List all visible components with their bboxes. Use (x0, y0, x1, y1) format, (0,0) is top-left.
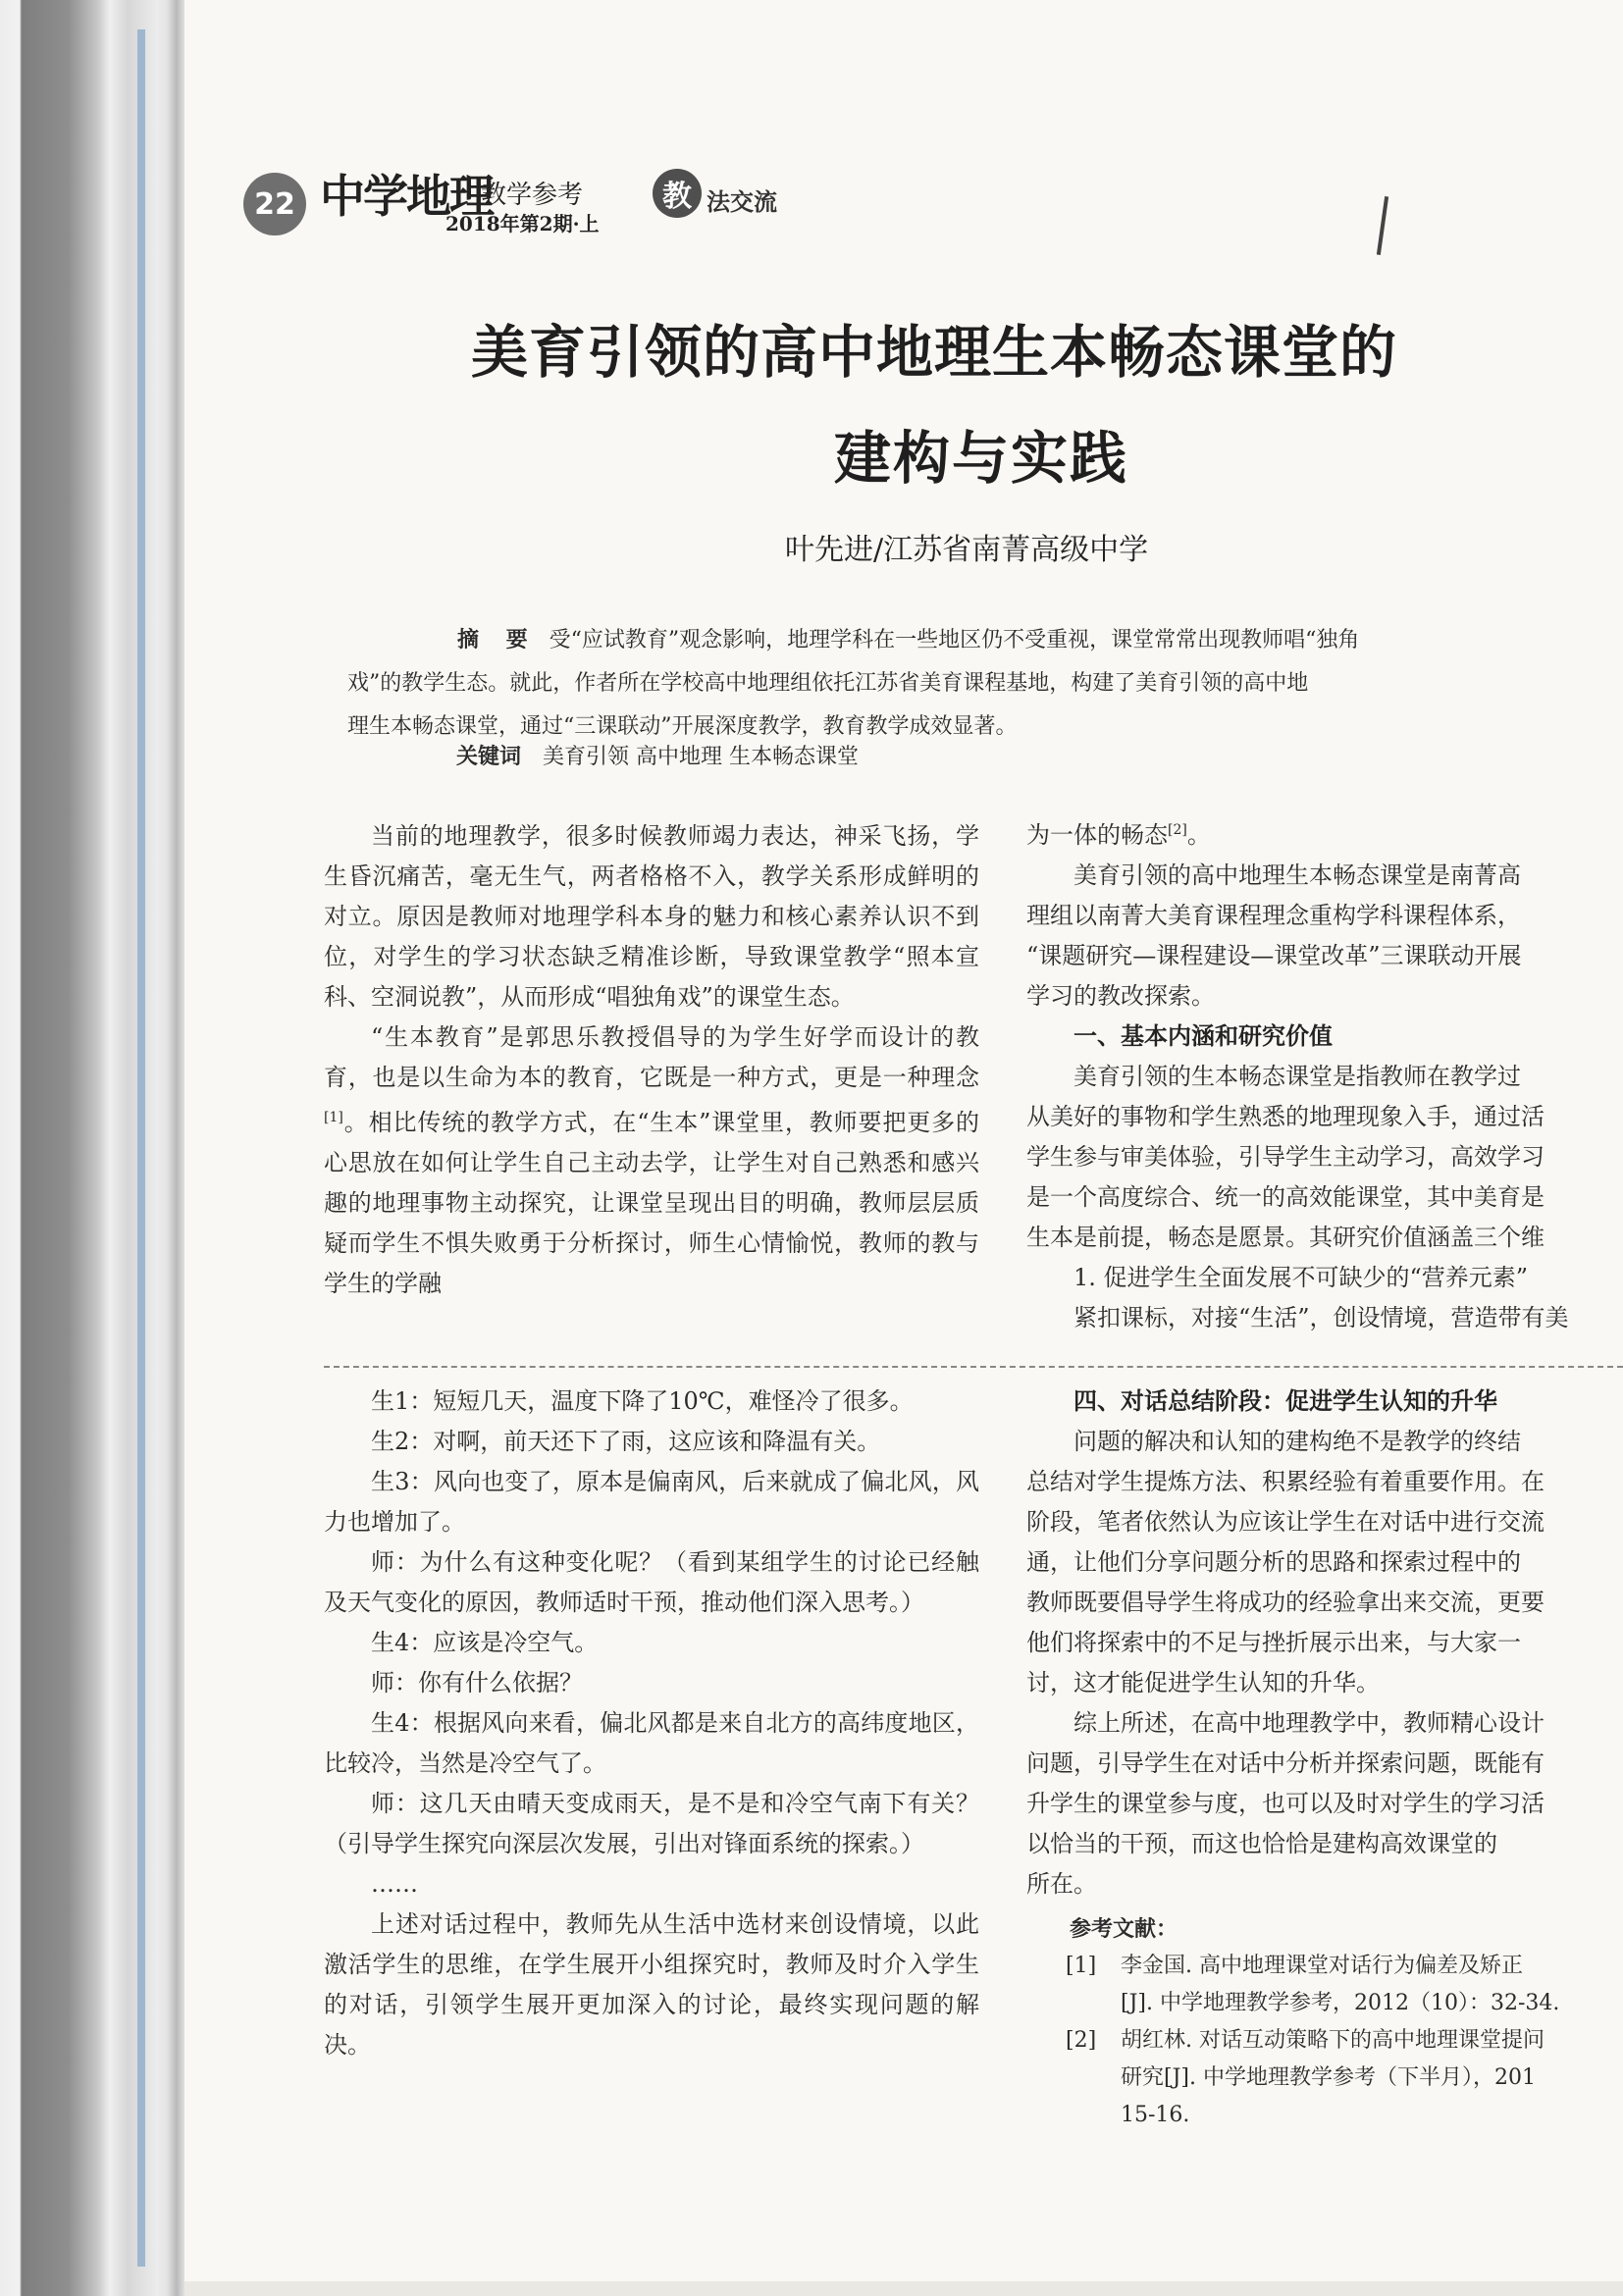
reference-item (1026, 1948, 1623, 1985)
article-author: 叶先进/江苏省南菁高级中学 (785, 533, 1149, 567)
text-line: 问题，引导学生在对话中分析并探索问题，既能有 (1026, 1749, 1544, 1777)
binding-edge (137, 29, 145, 2267)
page-number: 22 (243, 173, 306, 235)
paragraph: 当前的地理教学，很多时候教师竭力表达，神采飞扬，学生昏沉痛苦，毫无生气，两者格格不入，教学关系形成鲜明的对立。原因是教师对地理学科本身的魅力和核心素养认识不到位，对学生的学习状态缺乏精准诊断，导致课堂教学“照本宣科、空洞说教”，从而形成“唱独角戏”的课堂生态。 (324, 822, 979, 1011)
left-column-bottom (324, 1382, 979, 2065)
ellipsis: …… (371, 1870, 418, 1898)
text-line: 学生参与审美体验，引导学生主动学习，高效学习 (1026, 1143, 1544, 1171)
text-line: 生本是前提，畅态是愿景。其研究价值涵盖三个维 (1026, 1224, 1544, 1251)
paragraph (324, 1018, 979, 1304)
text-line: 他们将探索中的不足与挫折展示出来，与大家一 (1026, 1629, 1521, 1656)
reference-text: [J]. 中学地理教学参考，2012（10）：32-34. (1121, 1991, 1560, 2015)
text-line: 阶段，笔者依然认为应该让学生在对话中进行交流 (1026, 1508, 1544, 1536)
keywords-values: 美育引领 高中地理 生本畅态课堂 (543, 745, 860, 769)
text-line: 1. 促进学生全面发展不可缺少的“营养元素” (1073, 1264, 1529, 1291)
right-column-top (1026, 810, 1623, 1338)
text-line: 升学生的课堂参与度，也可以及时对学生的学习活 (1026, 1790, 1544, 1817)
magazine-name: 中学地理 (320, 170, 493, 223)
dialogue-line: 师：为什么有这种变化呢？（看到某组学生的讨论已经触及天气变化的原因，教师适时干预，推动他们深入思考。） (324, 1548, 979, 1616)
page-divider (324, 1366, 1623, 1368)
text-line: 是一个高度综合、统一的高效能课堂，其中美育是 (1026, 1183, 1544, 1211)
reference-item (1026, 2097, 1623, 2134)
text-line: 总结对学生提炼方法、积累经验有着重要作用。在 (1026, 1468, 1544, 1495)
issue-label: 2018年第2期·上 (445, 212, 600, 235)
paragraph-text: 。 (1186, 821, 1211, 849)
dialogue-line: 生1：短短几天，温度下降了10℃，难怪冷了很多。 (371, 1387, 914, 1415)
abstract (347, 618, 1595, 749)
text-line: 以恰当的干预，而这也恰恰是建构高效课堂的 (1026, 1830, 1497, 1857)
text-line: 理组以南菁大美育课程理念重构学科课程体系， (1026, 902, 1521, 929)
section-heading: 一、基本内涵和研究价值 (1073, 1022, 1333, 1050)
article-title-line2: 建构与实践 (834, 425, 1129, 492)
dialogue-line: 生4：根据风向来看，偏北风都是来自北方的高纬度地区，比较冷，当然是冷空气了。 (324, 1709, 979, 1777)
reference-item (1026, 1985, 1623, 2022)
text-line: 紧扣课标，对接“生活”，创设情境，营造带有美 (1073, 1304, 1569, 1331)
section-heading: 四、对话总结阶段：促进学生认知的升华 (1073, 1387, 1497, 1415)
text-line: 从美好的事物和学生熟悉的地理现象入手，通过活 (1026, 1103, 1544, 1130)
reference-item (1026, 2022, 1623, 2060)
paragraph-text: “生本教育”是郭思乐教授倡导的为学生好学而设计的教育，也是以生命为本的教育，它既是一种方式，更是一种理念 (324, 1023, 979, 1091)
paragraph-text: 。相比传统的教学方式，在“生本”课堂里，教师要把更多的心思放在如何让学生自己主动去学，让学生对自己熟悉和感兴趣的地理事物主动探究，让课堂呈现出目的明确，教师层层质疑而学生不惧失败勇于分析探讨，师生心情愉悦，教师的教与学生的学融 (324, 1109, 979, 1297)
dialogue-line: 师：你有什么依据？ (371, 1669, 583, 1696)
abstract-line: 理生本畅态课堂，通过“三课联动”开展深度教学，教育教学成效显著。 (347, 714, 1018, 739)
text-line: 讨，这才能促进学生认知的升华。 (1026, 1669, 1380, 1696)
section-label: 法交流 (707, 187, 777, 216)
reference-text: 研究[J]. 中学地理教学参考（下半月），201 (1121, 2065, 1536, 2090)
text-line: “课题研究—课程建设—课堂改革”三课联动开展 (1026, 942, 1522, 969)
abstract-label: 摘 要 (457, 627, 538, 652)
reference-item (1026, 2060, 1623, 2097)
reference-number: [2] (1066, 2028, 1097, 2053)
abstract-line: 受“应试教育”观念影响，地理学科在一些地区仍不受重视，课堂常常出现教师唱“独角 (549, 628, 1360, 652)
dialogue-line: 生2：对啊，前天还下了雨，这应该和降温有关。 (371, 1428, 881, 1455)
text-line: 教师既要倡导学生将成功的经验拿出来交流，更要 (1026, 1589, 1544, 1616)
right-column-bottom (1026, 1382, 1623, 2134)
keywords-label: 关键词 (456, 744, 522, 769)
page-bottom-edge (184, 2281, 1623, 2296)
dialogue-line: 师：这几天由晴天变成雨天，是不是和冷空气南下有关？（引导学生探究向深层次发展，引出对锋面系统的探索。） (324, 1790, 979, 1857)
dialogue-line: 生4：应该是冷空气。 (371, 1629, 599, 1656)
paragraph-text: 为一体的畅态 (1026, 821, 1168, 849)
text-line: 通，让他们分享问题分析的思路和探索过程中的 (1026, 1548, 1521, 1576)
abstract-line: 戏”的教学生态。就此，作者所在学校高中地理组依托江苏省美育课程基地，构建了美育引领的高中地 (347, 671, 1309, 696)
paragraph (1026, 810, 1623, 856)
keywords (456, 740, 859, 770)
references-title: 参考文献： (1070, 1916, 1178, 1942)
reference-text: 15-16. (1121, 2103, 1190, 2127)
citation: [2] (1168, 822, 1187, 838)
text-line: 问题的解决和认知的建构绝不是教学的终结 (1073, 1428, 1521, 1455)
left-column-top (324, 816, 979, 1304)
reference-text: 李金国. 高中地理课堂对话行为偏差及矫正 (1121, 1954, 1523, 1978)
reference-number: [1] (1066, 1954, 1097, 1978)
magazine-subtitle: 教学参考 (481, 181, 584, 210)
text-line: 美育引领的高中地理生本畅态课堂是南菁高 (1073, 861, 1521, 889)
dialogue-line: 生3：风向也变了，原本是偏南风，后来就成了偏北风，风力也增加了。 (324, 1468, 979, 1536)
section-badge: 教 (653, 169, 702, 218)
text-line: 综上所述，在高中地理教学中，教师精心设计 (1073, 1709, 1544, 1737)
text-line: 所在。 (1026, 1870, 1097, 1898)
text-line: 学习的教改探索。 (1026, 982, 1215, 1010)
citation: [1] (324, 1110, 343, 1125)
reference-text: 胡红林. 对话互动策略下的高中地理课堂提问 (1121, 2028, 1544, 2053)
book-binding (0, 0, 186, 2296)
text-line: 美育引领的生本畅态课堂是指教师在教学过 (1073, 1063, 1521, 1090)
paragraph: 上述对话过程中，教师先从生活中选材来创设情境，以此激活学生的思维，在学生展开小组探究时，教师及时介入学生的对话，引领学生展开更加深入的讨论，最终实现问题的解决。 (324, 1910, 979, 2059)
article-title-line1: 美育引领的高中地理生本畅态课堂的 (471, 319, 1398, 386)
